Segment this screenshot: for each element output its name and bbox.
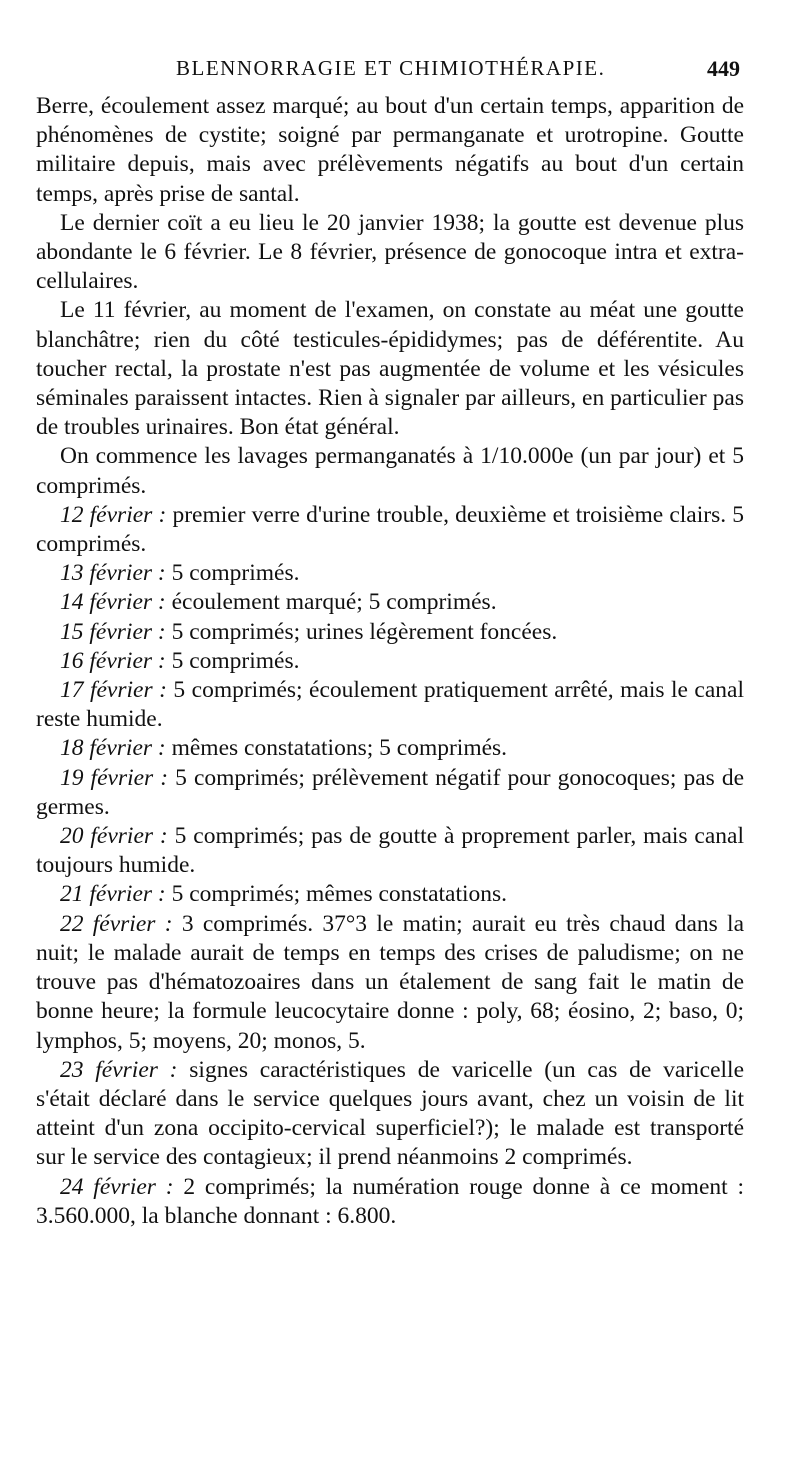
entry-text: mêmes constatations; 5 comprimés. [171,735,508,762]
paragraph [36,442,744,500]
paragraph-text: Le 11 février, au moment de l'examen, on constate au méat une goutte blanchâtre; rien du côté testicules-épididymes; pas de déférentite. Au toucher rectal, la prostate n'est pas augmentée de volume et les vésicules séminales paraissent intactes. Rien à signaler par ailleurs, en particulier pas de troubles urinaires. Bon état général. [36,297,744,441]
entry-date: 19 février : [60,764,169,791]
diary-entry [36,676,744,734]
entry-text: 5 comprimés. [171,560,300,587]
entry-text: écoulement marqué; 5 comprimés. [171,589,497,616]
entry-date: 22 février : [60,910,173,937]
diary-entry [36,822,744,880]
paragraph-text: Le dernier coït a eu lieu le 20 janvier 1938; la goutte est devenue plus abondante le 6 février. Le 8 février, présence de gonocoque intra et extra-cellulaires. [36,209,744,295]
entry-date: 15 février : [60,618,166,645]
entry-text: 2 comprimés; la numération rouge donne à ce moment : 3.560.000, la blanche donnant : 6.800. [36,1173,744,1229]
entry-text: 5 comprimés; prélèvement négatif pour gonocoques; pas de germes. [36,764,745,820]
diary-entry [36,1173,744,1231]
paragraph [36,92,744,209]
entry-date: 14 février : [60,589,166,616]
diary-entry [36,647,744,676]
entry-date: 24 février : [60,1173,174,1200]
entry-date: 16 février : [60,647,166,674]
entry-text: signes caractéristiques de varicelle (un cas de varicelle s'était déclaré dans le service quelques jours avant, chez un voisin de lit atteint d'un zona occipito-cervical superficiel?); le malade est transporté sur le service des contagieux; il prend néanmoins 2 comprimés. [36,1056,745,1171]
entry-text: 5 comprimés. [171,647,300,674]
diary-entry [36,559,744,588]
entry-text: 5 comprimés; pas de goutte à proprement parler, mais canal toujours humide. [36,823,745,879]
diary-entry [36,880,744,909]
entry-text: 5 comprimés; urines légèrement foncées. [171,618,558,645]
paragraph-text: Berre, écoulement assez marqué; au bout d'un certain temps, apparition de phénomènes de cystite; soigné par permanganate et urotropine. Goutte militaire depuis, mais avec prélèvements négatifs au bout d'un certain temps, après prise de santal. [36,93,744,207]
paragraph-text: On commence les lavages permanganatés à 1/10.000e (un par jour) et 5 comprimés. [36,443,744,499]
diary-entry [36,910,744,1056]
page-header [36,56,744,92]
body-text [36,92,744,1231]
diary-entry [36,734,744,763]
entry-date: 12 février : [60,501,167,528]
entry-text: 3 comprimés. 37°3 le matin; aurait eu très chaud dans la nuit; le malade aurait de temps en temps des crises de paludisme; on ne trouve pas d'hématozoaires dans un étalement de sang fait le matin de bonne heure; la formule leucocytaire donne : poly, 68; éosino, 2; baso, 0; lymphos, 5; moyens, 20; monos, 5. [36,910,745,1054]
entry-date: 23 février : [60,1056,178,1083]
entry-date: 20 février : [60,823,168,850]
diary-entry [36,764,744,822]
entry-date: 17 février : [60,677,167,704]
diary-entry [36,1056,744,1173]
diary-entry [36,501,744,559]
paragraph [36,209,744,297]
running-title: BLENNORRAGIE ET CHIMIOTHÉRAPIE. [176,56,606,80]
diary-entry [36,588,744,617]
entry-date: 21 février : [60,881,166,908]
entry-text: 5 comprimés; mêmes constatations. [171,881,508,908]
entry-date: 13 février : [60,560,166,587]
entry-date: 18 février : [60,735,166,762]
diary-entry [36,618,744,647]
paragraph [36,296,744,442]
entry-text: premier verre d'urine trouble, deuxième et troisième clairs. 5 comprimés. [36,501,744,558]
entry-text: 5 comprimés; écoulement pratiquement arrêté, mais le canal reste humide. [36,677,744,733]
page-number: 449 [707,56,740,81]
book-page [36,56,744,1231]
